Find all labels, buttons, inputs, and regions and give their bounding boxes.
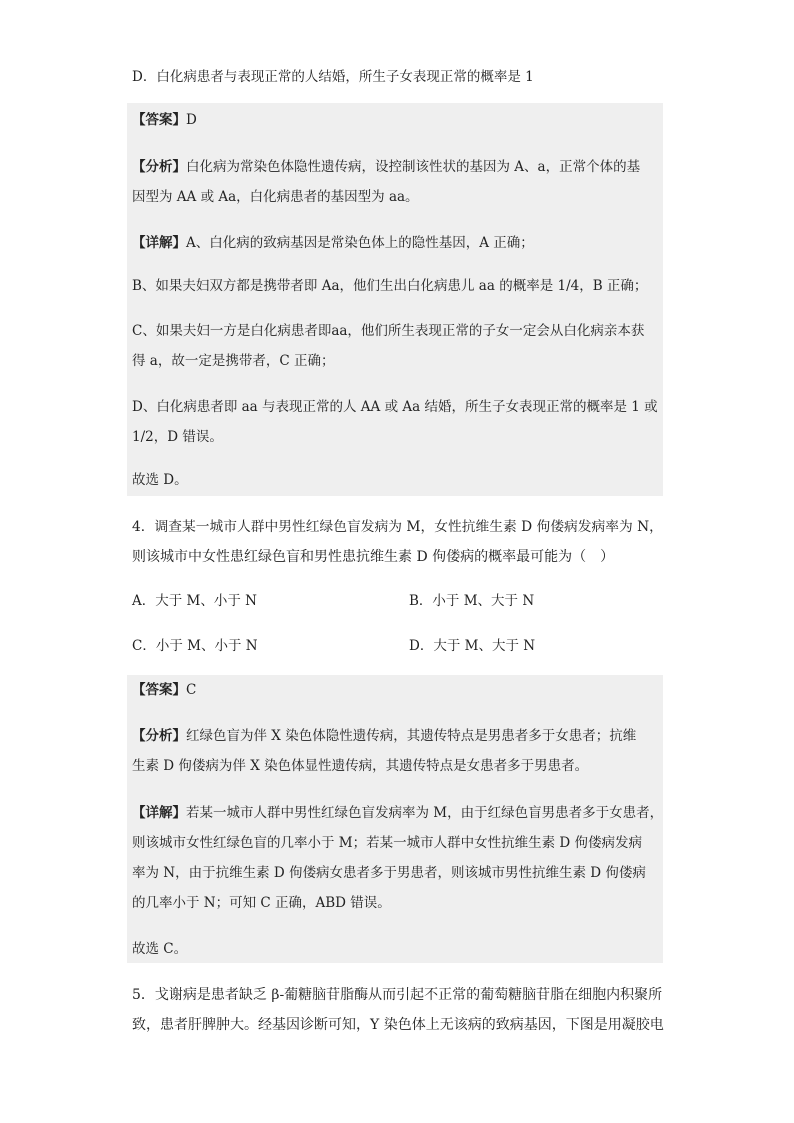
q4-detail-line-3: 率为 N，由于抗维生素 D 佝偻病女患者多于男患者，则该城市男性抗维生素 D 佝偻病: [132, 865, 646, 881]
q5-stem-line-1: 5．戈谢病是患者缺乏 β-葡糖脑苷脂酶从而引起不正常的葡萄糖脑苷脂在细胞内积聚所: [132, 987, 663, 1003]
detail-tag: 【详解】: [132, 805, 186, 821]
q4-conclusion: 故选 C。: [132, 941, 188, 957]
q3-analysis-line-1: [132, 157, 664, 177]
q3-detail-line-c1: C、如果夫妇一方是白化病患者即aa，他们所生表现正常的子女一定会从白化病亲本获: [132, 323, 645, 339]
q4-option-d: D．大于 M、大于 N: [409, 638, 536, 654]
q4-detail-line-1: [132, 803, 664, 823]
detail-text: A、白化病的致病基因是常染色体上的隐性基因，A 正确；: [186, 235, 534, 251]
q3-conclusion: 故选 D。: [132, 472, 188, 488]
q3-detail-line-c2: 得 a，故一定是携带者，C 正确；: [132, 353, 335, 369]
q3-analysis-line-2: 因型为 AA 或 Aa，白化病患者的基因型为 aa。: [132, 189, 419, 205]
answer-tag: 【答案】: [132, 682, 186, 698]
q3-detail-line-d1: D、白化病患者即 aa 与表现正常的人 AA 或 Aa 结婚，所生子女表现正常的概率是 1 或: [132, 399, 658, 415]
answer-value: C: [186, 682, 197, 698]
analysis-text: 白化病为常染色体隐性遗传病，设控制该性状的基因为 A、a，正常个体的基: [186, 159, 641, 175]
analysis-text: 红绿色盲为伴 X 染色体隐性遗传病，其遗传特点是男患者多于女患者；抗维: [186, 728, 637, 744]
q3-detail-line-a: [132, 233, 664, 253]
q4-analysis-line-2: 生素 D 佝偻病为伴 X 染色体显性遗传病，其遗传特点是女患者多于男患者。: [132, 758, 589, 774]
answer-tag: 【答案】: [132, 112, 186, 128]
q4-options-row-1: [132, 591, 664, 611]
q4-option-a: A．大于 M、小于 N: [132, 593, 257, 609]
q5-stem-line-2: 致，患者肝脾肿大。经基因诊断可知，Y 染色体上无该病的致病基因，下图是用凝胶电: [132, 1017, 664, 1033]
q4-stem-line-1: 4．调查某一城市人群中男性红绿色盲发病为 M，女性抗维生素 D 佝偻病发病率为 N，: [132, 519, 663, 535]
q4-option-c: C．小于 M、小于 N: [132, 638, 258, 654]
detail-text: 若某一城市人群中男性红绿色盲发病率为 M，由于红绿色盲男患者多于女患者，: [186, 805, 664, 821]
analysis-tag: 【分析】: [132, 159, 186, 175]
q3-detail-line-b: B、如果夫妇双方都是携带者即 Aa，他们生出白化病患儿 aa 的概率是 1/4，B 正确；: [132, 278, 648, 294]
detail-tag: 【详解】: [132, 235, 186, 251]
q4-analysis-line-1: [132, 726, 664, 746]
q3-answer-line: [132, 110, 664, 130]
q4-detail-line-4: 的几率小于 N；可知 C 正确，ABD 错误。: [132, 895, 391, 911]
prev-question-option-d: D．白化病患者与表现正常的人结婚，所生子女表现正常的概率是 1: [132, 69, 534, 85]
answer-value: D: [186, 112, 197, 128]
q4-option-b: B．小于 M、大于 N: [409, 593, 535, 609]
q4-options-row-2: [132, 636, 664, 656]
q3-detail-line-d2: 1/2，D 错误。: [132, 429, 223, 445]
analysis-tag: 【分析】: [132, 728, 186, 744]
q4-detail-line-2: 则该城市女性红绿色盲的几率小于 M；若某一城市人群中女性抗维生素 D 佝偻病发病: [132, 835, 643, 851]
q4-stem-line-2: 则该城市中女性患红绿色盲和男性患抗维生素 D 佝偻病的概率最可能为（ ）: [132, 549, 615, 565]
q4-answer-line: [132, 680, 664, 700]
